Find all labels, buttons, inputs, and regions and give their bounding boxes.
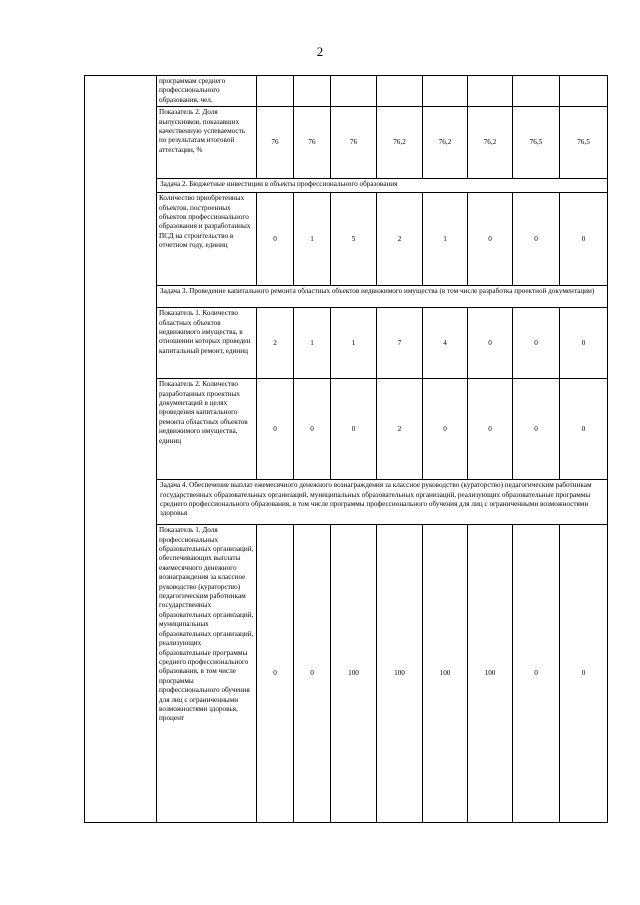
value-cell: 2 [377, 193, 423, 286]
value-cell: 0 [513, 308, 560, 379]
indicator-label: Показатель 2. Количество разработанных проектных документаций в целях проведения капитального ремонта областных объектов недвижимого имущества, единиц [157, 379, 257, 480]
value-cell: 76,2 [423, 107, 468, 179]
value-cell: 0 [331, 379, 377, 480]
indicator-label: Количество приобретенных объектов, построенных объектов профессионального образования и разработанных ПСД на строительство в отчетном году, единиц [157, 193, 257, 286]
table-row [85, 379, 608, 480]
value-cell: 76,5 [513, 107, 560, 179]
table-row [85, 193, 608, 286]
value-cell: 76 [257, 107, 294, 179]
page-number: 2 [316, 44, 324, 59]
value-cell: 0 [513, 379, 560, 480]
task-heading: Задача 2. Бюджетные инвестиции в объекты профессионального образования [157, 179, 608, 193]
table-row [85, 525, 608, 823]
indicator-label: Показатель 2. Доля выпускников, показавших качественную успеваемость по результатам итоговой аттестации, % [157, 107, 257, 179]
value-cell: 7 [377, 308, 423, 379]
value-cell: 0 [560, 193, 608, 286]
value-cell: 1 [423, 193, 468, 286]
value-cell [560, 76, 608, 107]
value-cell [423, 76, 468, 107]
value-cell: 76 [294, 107, 331, 179]
value-cell [294, 76, 331, 107]
value-cell: 100 [468, 525, 513, 823]
value-cell: 0 [560, 308, 608, 379]
value-cell: 0 [294, 379, 331, 480]
value-cell: 76 [331, 107, 377, 179]
value-cell: 1 [294, 193, 331, 286]
value-cell: 0 [257, 193, 294, 286]
value-cell: 0 [468, 379, 513, 480]
value-cell: 0 [560, 379, 608, 480]
value-cell: 0 [513, 193, 560, 286]
left-blank-cell [85, 76, 157, 823]
value-cell: 0 [560, 525, 608, 823]
value-cell: 4 [423, 308, 468, 379]
value-cell: 0 [257, 379, 294, 480]
value-cell [331, 76, 377, 107]
value-cell [257, 76, 294, 107]
value-cell [513, 76, 560, 107]
indicator-label: Показатель 1. Доля профессиональных образовательных организаций, обеспечивающих выплаты ежемесячного денежного вознаграждения за классное руководство (кураторство) педагогическим работникам государственных образовательных организаций, муниципальных образовательных организаций, реализующих образовательные программы среднего профессионального образования, в том числе программы профессионального обучения для лиц с ограниченными возможностями здоровья, процент [157, 525, 257, 823]
value-cell: 76,2 [377, 107, 423, 179]
task-heading: Задача 4. Обеспечение выплат ежемесячного денежного вознаграждения за классное руководство (кураторство) педагогическим работникам государственных образовательных организаций, муниципальных образовательных организаций, реализующих образовательные программы среднего профессионального образования, в том числе программы профессионального обучения для лиц с ограниченными возможностями здоровья [157, 480, 608, 525]
value-cell: 76,2 [468, 107, 513, 179]
indicators-table [84, 75, 608, 823]
value-cell: 0 [423, 379, 468, 480]
value-cell: 0 [468, 308, 513, 379]
value-cell [377, 76, 423, 107]
task-row [85, 286, 608, 308]
indicator-label: Показатель 1. Количество областных объектов недвижимого имущества, в отношении которых проведен капитальный ремонт, единиц [157, 308, 257, 379]
value-cell: 0 [294, 525, 331, 823]
value-cell: 1 [294, 308, 331, 379]
value-cell: 2 [257, 308, 294, 379]
value-cell: 100 [377, 525, 423, 823]
value-cell: 0 [257, 525, 294, 823]
value-cell: 2 [377, 379, 423, 480]
task-row [85, 179, 608, 193]
task-row [85, 480, 608, 525]
value-cell: 0 [468, 193, 513, 286]
table-row [85, 76, 608, 107]
value-cell [468, 76, 513, 107]
value-cell: 5 [331, 193, 377, 286]
table-row [85, 107, 608, 179]
indicator-label: программам среднего профессионального образования, чел. [157, 76, 257, 107]
value-cell: 100 [423, 525, 468, 823]
value-cell: 0 [513, 525, 560, 823]
value-cell: 76,5 [560, 107, 608, 179]
task-heading: Задача 3. Проведение капитального ремонта областных объектов недвижимого имущества (в том числе разработка проектной документации) [157, 286, 608, 308]
table-row [85, 308, 608, 379]
value-cell: 1 [331, 308, 377, 379]
value-cell: 100 [331, 525, 377, 823]
